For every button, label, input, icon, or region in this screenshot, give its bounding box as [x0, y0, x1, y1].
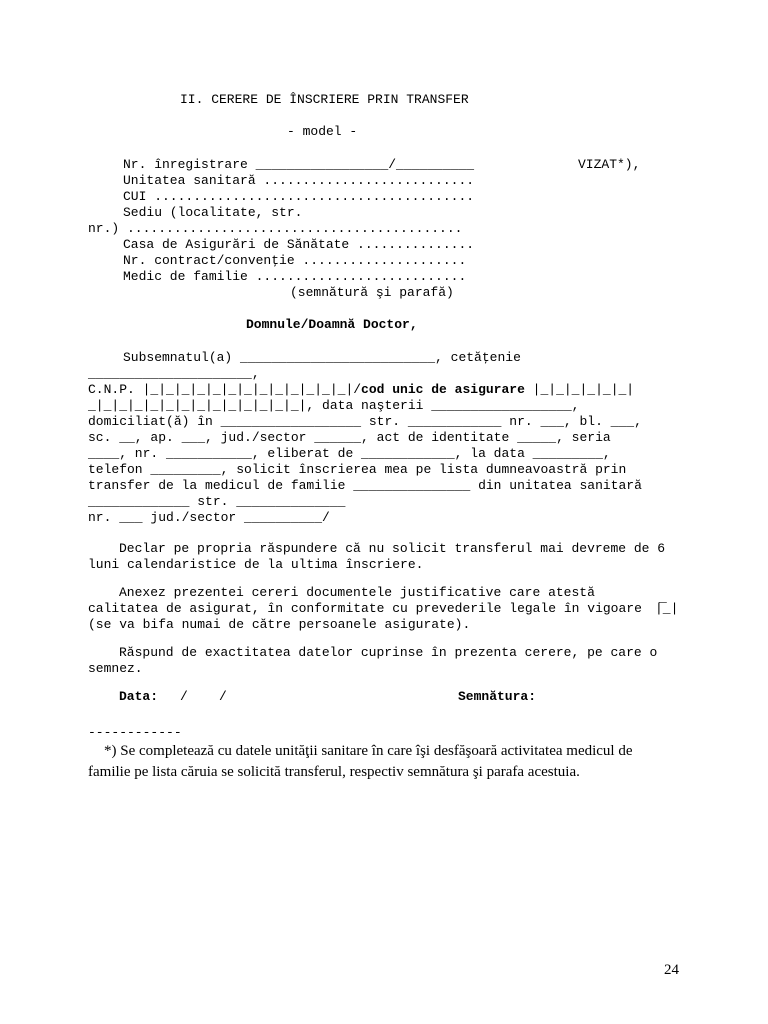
insurance-code-boxes: |_|_|_|_|_|_| — [524, 382, 635, 397]
registration-number-field: Nr. înregistrare _________________/__________ — [123, 157, 475, 172]
cnp-line — [88, 382, 634, 398]
vizat-label: VIZAT*), — [578, 157, 641, 172]
page-number: 24 — [664, 962, 679, 978]
form-subtitle: - model - — [287, 124, 358, 139]
family-doctor-field: Medic de familie ........................... — [123, 269, 467, 284]
insurance-house-field: Casa de Asigurări de Sănătate ............... — [123, 237, 475, 252]
id-document-line: sc. __, ap. ___, jud./sector ______, act de identitate _____, seria — [88, 430, 611, 445]
signature-stamp-caption: (semnătură şi parafă) — [290, 285, 454, 300]
footnote-line-2: familie pe lista căruia se solicită transferul, respectiv semnătura şi parafa acestuia. — [88, 764, 580, 780]
health-unit-field: Unitatea sanitară ........................... — [123, 173, 475, 188]
annex-line-2: calitatea de asigurat, în conformitate cu prevederile legale în vigoare — [88, 601, 642, 616]
accuracy-line-1: Răspund de exactitatea datelor cuprinse în prezenta cerere, pe care o — [119, 645, 658, 660]
phone-line: telefon _________, solicit înscrierea mea pe lista dumneavoastră prin — [88, 462, 627, 477]
unit-number-line: nr. ___ jud./sector __________/ — [88, 510, 330, 525]
unit-street-line: _____________ str. ______________ — [88, 494, 346, 509]
declaration-line-1: Declar pe propria răspundere că nu solicit transferul mai devreme de 6 — [119, 541, 666, 556]
cnp-boxes: C.N.P. |_|_|_|_|_|_|_|_|_|_|_|_|_|/ — [88, 382, 362, 397]
annex-line-3: (se va bifa numai de către persoanele asigurate). — [88, 617, 471, 632]
accuracy-line-2: semnez. — [88, 661, 143, 676]
domicile-line: domiciliat(ă) în __________________ str. ____________ nr. ___, bl. ___, — [88, 414, 642, 429]
salutation: Domnule/Doamnă Doctor, — [246, 317, 418, 332]
insurance-code-label: cod unic de asigurare — [361, 382, 525, 397]
transfer-line: transfer de la medicul de familie _______________ din unitatea sanitară — [88, 478, 642, 493]
contract-number-field: Nr. contract/convenţie ..................... — [123, 253, 467, 268]
declaration-line-2: luni calendaristice de la ultima înscriere. — [88, 557, 424, 572]
birth-date-line: _|_|_|_|_|_|_|_|_|_|_|_|_|_|, data naşterii __________________, — [88, 398, 580, 413]
annex-line-1: Anexez prezentei cereri documentele justificative care atestă — [119, 585, 595, 600]
footnote-rule: ------------ — [88, 725, 182, 740]
insured-checkbox[interactable]: |_| — [655, 601, 679, 616]
date-value: / / — [180, 689, 227, 704]
signature-label: Semnătura: — [458, 689, 537, 704]
footnote-line-1: *) Se completează cu datele unităţii sanitare în care îşi desfăşoară activitatea medicul de — [104, 743, 633, 759]
issued-line: ____, nr. ___________, eliberat de ____________, la data _________, — [88, 446, 611, 461]
sediu-number-field: nr.) ........................................... — [88, 221, 463, 236]
applicant-name-line: Subsemnatul(a) _________________________, cetăţenie — [123, 350, 521, 365]
sediu-field: Sediu (localitate, str. — [123, 205, 303, 220]
citizenship-line: _____________________, — [88, 366, 260, 381]
date-label: Data: — [119, 689, 159, 704]
cui-field: CUI ......................................... — [123, 189, 475, 204]
checkbox-top: _ — [659, 590, 667, 605]
form-title: II. CERERE DE ÎNSCRIERE PRIN TRANSFER — [180, 92, 469, 107]
